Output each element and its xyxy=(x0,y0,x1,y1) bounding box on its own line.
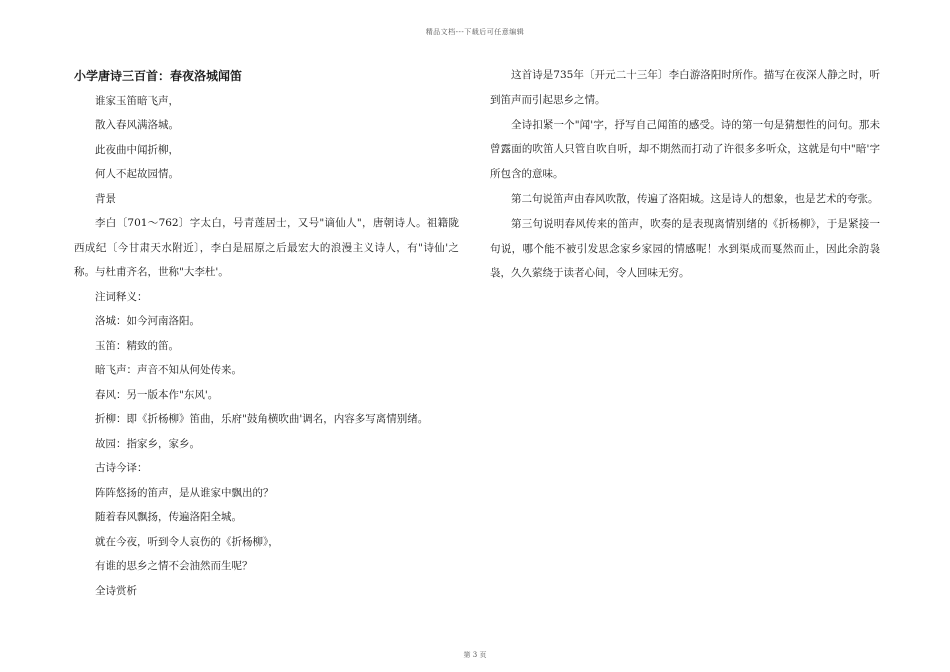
appreciation-paragraph: 第三句说明春风传来的笛声，吹奏的是表现离情别绪的《折杨柳》，于是紧接一句说，哪个能不被引发思念家乡家园的情感呢！水到渠成而戛然而止，因此余韵袅袅，久久萦绕于读者心间，令人回味无穷。 xyxy=(490,217,880,280)
poem-line-1: 谁家玉笛暗飞声， xyxy=(95,94,179,107)
translation-line: 随着春风飘扬，传遍洛阳全城。 xyxy=(95,511,242,523)
appreciation-paragraph: 这首诗是735年〔开元二十三年〕李白游洛阳时所作。描写在夜深人静之时，听到笛声而引起思乡之情。 xyxy=(490,69,880,106)
section-heading-notes: 注词释义： xyxy=(95,290,148,303)
translation-line: 就在今夜，听到令人哀伤的《折杨柳》， xyxy=(95,535,279,548)
background-paragraph: 李白〔701～762〕字太白，号青莲居士，又号"谪仙人"，唐朝诗人。祖籍陇西成纪〔今甘肃天水附近〕，李白是屈原之后最宏大的浪漫主义诗人，有"诗仙'之称。与杜甫齐名，世称"大李杜'。 xyxy=(74,217,459,278)
left-column xyxy=(74,64,459,603)
section-heading-translation: 古诗今译： xyxy=(95,462,148,474)
note-item: 故园：指家乡，家乡。 xyxy=(95,437,200,450)
header-note: 精品文档---下载后可任意编辑 xyxy=(425,28,525,36)
note-item: 折柳：即《折杨柳》笛曲，乐府"鼓角横吹曲'调名，内容多写离情别绪。 xyxy=(95,413,429,425)
document-title: 小学唐诗三百首：春夜洛城闻笛 xyxy=(74,69,243,83)
appreciation-paragraph: 第二句说笛声由春风吹散，传遍了洛阳城。这是诗人的想象，也是艺术的夸张。 xyxy=(511,192,879,205)
poem-line-2: 散入春风满洛城。 xyxy=(95,119,179,131)
note-item: 玉笛：精致的笛。 xyxy=(95,339,179,352)
appreciation-paragraph: 全诗扣紧一个"闻'字，抒写自己闻笛的感受。诗的第一句是猜想性的问句。那未曾露面的吹笛人只管自吹自听，却不期然而打动了许很多多听众，这就是句中"暗'字所包含的意味。 xyxy=(490,118,880,181)
page-number: 第 3 页 xyxy=(463,651,487,659)
poem-line-4: 何人不起故园情。 xyxy=(95,168,179,180)
note-item: 暗飞声：声音不知从何处传来。 xyxy=(95,364,242,376)
note-item: 洛城：如今河南洛阳。 xyxy=(95,315,200,327)
translation-line: 阵阵悠扬的笛声，是从谁家中飘出的？ xyxy=(95,486,274,499)
section-heading-background: 背景 xyxy=(95,192,116,205)
section-heading-appreciation: 全诗赏析 xyxy=(95,584,137,597)
poem-line-3: 此夜曲中闻折柳， xyxy=(95,143,179,156)
translation-line: 有谁的思乡之情不会油然而生呢？ xyxy=(95,560,253,572)
right-column xyxy=(490,63,880,286)
note-item: 春风：另一版本作"东风'。 xyxy=(95,388,219,401)
